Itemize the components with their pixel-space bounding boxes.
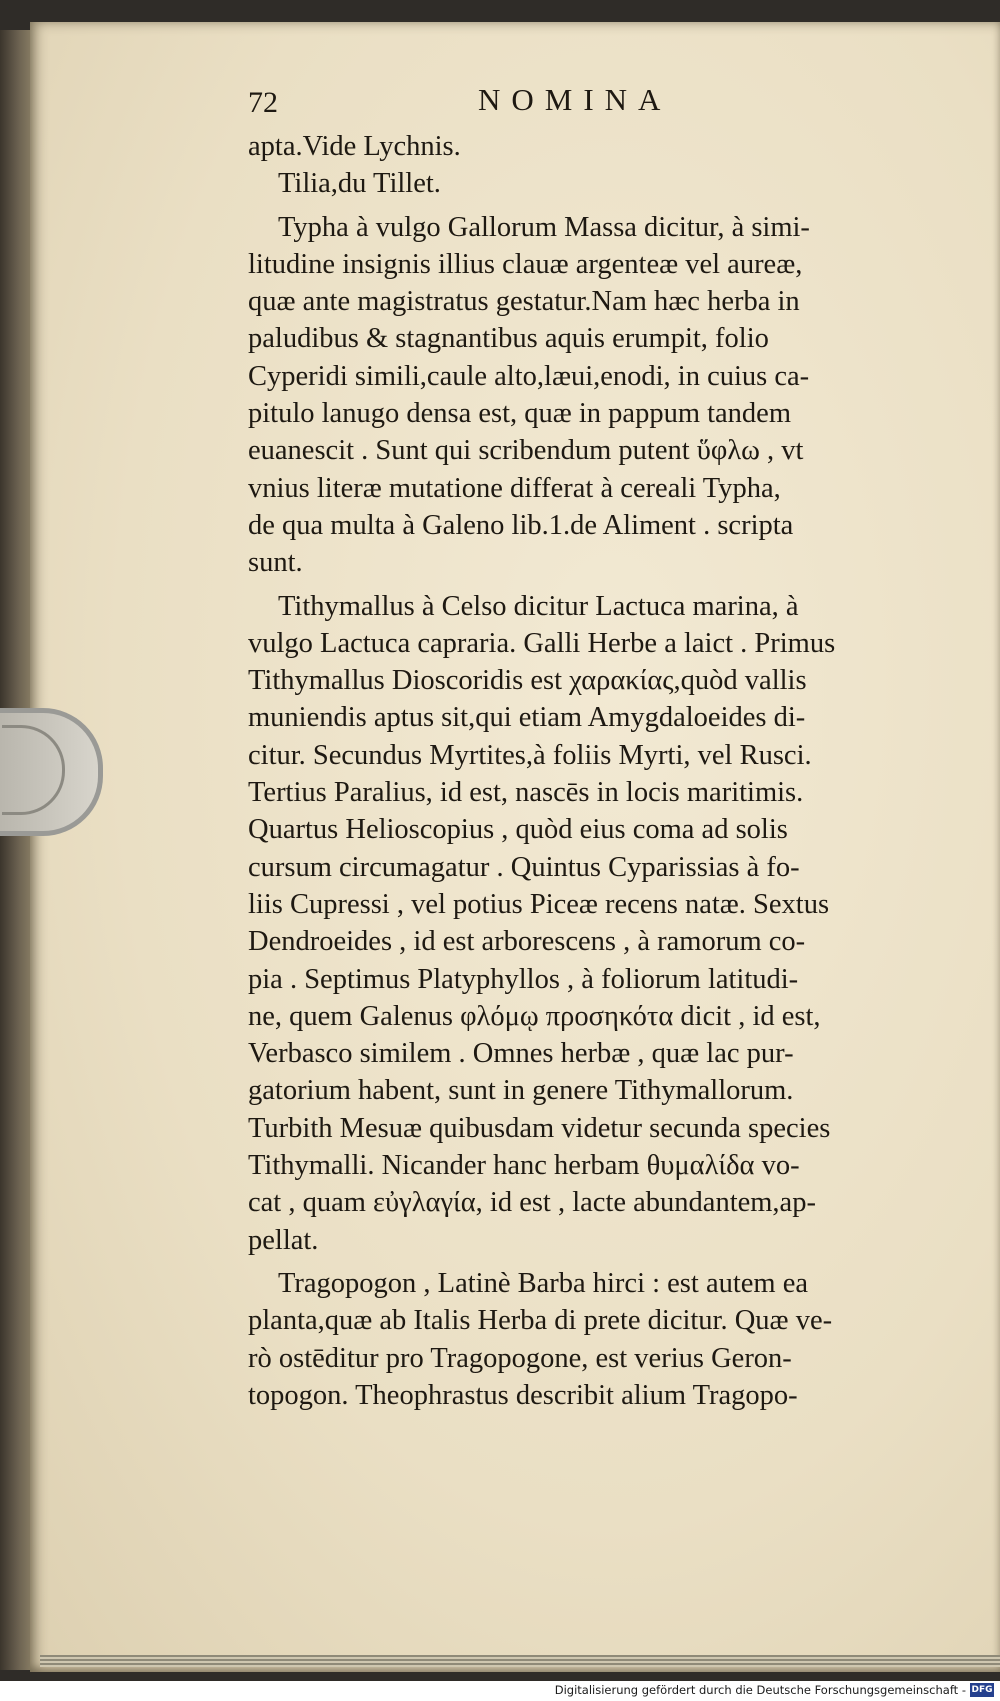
text-line: rò ostēditur pro Tragopogone, est verius Geron-	[248, 1342, 792, 1374]
text-line: apta.Vide Lychnis.	[248, 131, 461, 162]
text-line: liis Cupressi , vel potius Piceæ recens natæ. Sextus	[248, 888, 830, 920]
page-number: 72	[248, 86, 278, 119]
text-line: cat , quam εὐγλαγία, id est , lacte abundantem,ap-	[248, 1187, 816, 1219]
text-line: Quartus Helioscopius , quòd eius coma ad solis	[248, 814, 788, 846]
footer-credit: Digitalisierung gefördert durch die Deutsche Forschungsgemeinschaft -	[554, 1683, 966, 1697]
text-line: cursum circumagatur . Quintus Cyparissias à fo-	[248, 851, 800, 883]
text-line: vnius literæ mutatione differat à cereali Typha,	[248, 472, 781, 504]
text-line: euanescit . Sunt qui scribendum putent ὕφλω , vt	[248, 435, 804, 467]
text-line: de qua multa à Galeno lib.1.de Aliment . scripta	[248, 509, 794, 541]
page-stack-edge	[40, 1655, 1000, 1667]
page-header	[248, 78, 908, 128]
text-line: Tragopogon , Latinè Barba hirci : est autem ea	[278, 1267, 809, 1299]
binder-clip-inner	[2, 725, 65, 815]
text-line: muniendis aptus sit,qui etiam Amygdaloeides di-	[248, 702, 806, 734]
text-line: Typha à vulgo Gallorum Massa dicitur, à simi-	[278, 211, 810, 243]
text-line: Dendroeides , id est arborescens , à ramorum co-	[248, 926, 806, 958]
text-line: Tilia,du Tillet.	[278, 168, 441, 200]
text-line: quæ ante magistratus gestatur.Nam hæc herba in	[248, 286, 800, 318]
text-line: paludibus & stagnantibus aquis erumpit, folio	[248, 323, 769, 355]
text-line: litudine insignis illius clauæ argenteæ vel aureæ,	[248, 248, 803, 280]
text-line: Tithymalli. Nicander hanc herbam θυμαλίδα vo-	[248, 1150, 800, 1182]
text-line: Tithymallus Dioscoridis est χαρακίας,quòd vallis	[248, 665, 807, 697]
text-line: Cyperidi simili,caule alto,læui,enodi, in cuius ca-	[248, 360, 810, 392]
running-title: NOMINA	[478, 82, 672, 117]
text-line: Turbith Mesuæ quibusdam videtur secunda species	[248, 1112, 831, 1144]
text-line: gatorium habent, sunt in genere Tithymallorum.	[248, 1075, 794, 1107]
text-line: planta,quæ ab Italis Herba di prete dicitur. Quæ ve-	[248, 1305, 833, 1337]
text-line: pitulo lanugo densa est, quæ in pappum tandem	[248, 398, 792, 430]
text-line: Verbasco similem . Omnes herbæ , quæ lac pur-	[248, 1038, 794, 1070]
text-line: Tertius Paralius, id est, nascēs in locis maritimis.	[248, 777, 804, 809]
text-line: sunt.	[248, 547, 303, 579]
text-lines	[248, 128, 908, 1414]
page-text	[248, 78, 908, 1414]
text-line: Tithymallus à Celso dicitur Lactuca marina, à	[278, 590, 799, 622]
text-line: pellat.	[248, 1224, 319, 1256]
text-line: pia . Septimus Platyphyllos , à foliorum latitudi-	[248, 963, 799, 995]
text-line: topogon. Theophrastus describit alium Tragopo-	[248, 1379, 798, 1411]
text-line: citur. Secundus Myrtites,à foliis Myrti, vel Rusci.	[248, 739, 812, 771]
text-line: vulgo Lactuca capraria. Galli Herbe a laict . Primus	[248, 627, 836, 659]
text-line: ne, quem Galenus φλόμῳ προσηκότα dicit , id est,	[248, 1000, 821, 1032]
dfg-logo: DFG	[971, 1685, 993, 1695]
